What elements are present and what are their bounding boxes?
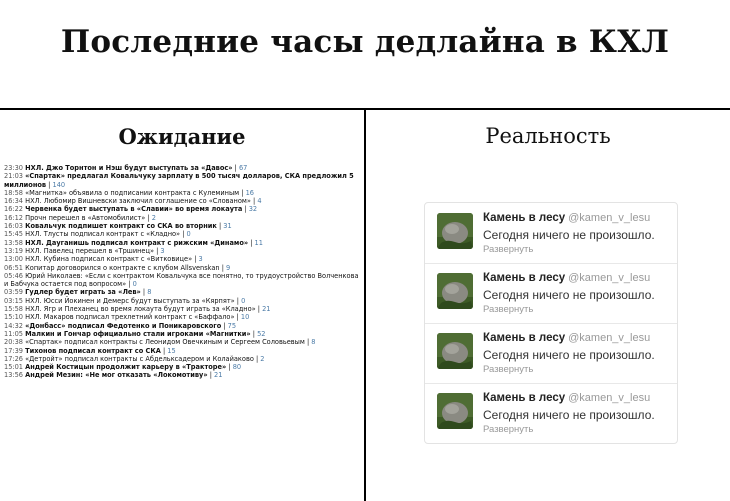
comment-count-link[interactable]: 15: [167, 346, 176, 355]
news-headline-link[interactable]: НХЛ. Дауганишь подписал контракт с рижским «Динамо»: [25, 238, 249, 247]
comment-count-link[interactable]: 0: [132, 280, 137, 289]
news-item: [4, 247, 360, 255]
news-time: 03:59: [4, 288, 24, 297]
news-headline-link[interactable]: Андрей Мезин: «Не мог отказать «Локомотиву»: [25, 371, 208, 380]
news-separator: |: [46, 180, 53, 189]
news-separator: |: [154, 246, 161, 255]
tweet-text: Сегодня ничего не произошло.: [483, 288, 655, 302]
news-separator: |: [192, 255, 199, 264]
comment-count-link[interactable]: 2: [260, 354, 265, 363]
news-time: 16:22: [4, 205, 24, 214]
news-headline-link[interactable]: НХЛ. Тлусты подписал контракт с «Кладно»: [25, 230, 181, 239]
news-headline-link[interactable]: «Магнитка» объявила о подписании контракта с Кулеминым: [25, 188, 240, 197]
comment-count-link[interactable]: 0: [186, 230, 191, 239]
comment-count-link[interactable]: 10: [240, 313, 250, 322]
news-item: [4, 264, 360, 272]
news-headline-link[interactable]: Червенка будет выступать в «Славии» во время локаута: [25, 205, 243, 214]
news-item: [4, 297, 360, 305]
news-time: 23:30: [4, 164, 24, 172]
comment-count-link[interactable]: 11: [254, 238, 263, 247]
tweet-author-handle[interactable]: @kamen_v_lesu: [568, 212, 651, 224]
news-item: [4, 222, 360, 230]
news-time: 15:01: [4, 363, 24, 372]
news-headline-link[interactable]: «Спартак» подписал контракты с Леонидом Овечкиным и Сергеем Соловьевым: [25, 338, 305, 347]
tweet-author-name[interactable]: Камень в лесу: [483, 272, 566, 284]
news-headline-link[interactable]: Юрий Николаев: «Если с контрактом Ковальчука все понятно, то трудоустройство Волченкова и Бабчука остается под вопросом»: [4, 271, 359, 289]
news-separator: |: [234, 296, 242, 305]
tweet-author-name[interactable]: Камень в лесу: [483, 332, 566, 344]
news-item: [4, 189, 360, 197]
news-item: [4, 355, 360, 363]
tweet-author-handle[interactable]: @kamen_v_lesu: [568, 332, 651, 344]
tweet-author-name[interactable]: Камень в лесу: [483, 212, 566, 224]
tweet-author[interactable]: [483, 392, 650, 404]
news-headline-link[interactable]: НХЛ. Джо Торнтон и Нэш будут выступать за «Давос»: [25, 164, 233, 172]
news-headline-link[interactable]: НХЛ. Любомир Вишневски заключил соглашение со «Слованом»: [25, 197, 251, 206]
news-time: 15:10: [4, 313, 24, 322]
news-headline-link[interactable]: НХЛ. Юсси Йокинен и Демерс будут выступать за «Кярпят»: [25, 296, 235, 305]
tweet[interactable]: [425, 203, 677, 264]
news-item: [4, 371, 360, 379]
news-headline-link[interactable]: Тихонов подписал контракт со СКА: [25, 346, 161, 355]
comment-count-link[interactable]: 21: [262, 305, 271, 314]
comment-count-link[interactable]: 8: [311, 338, 316, 347]
comment-count-link[interactable]: 2: [151, 213, 156, 222]
news-item: [4, 347, 360, 355]
news-item: [4, 255, 360, 263]
news-headline-link[interactable]: Гудлер будет играть за «Лев»: [25, 288, 141, 297]
news-item: [4, 172, 360, 189]
news-headline-link[interactable]: «Детройт» подписал контракты с Абдельксадером и Колайаково: [25, 354, 254, 363]
news-time: 15:58: [4, 305, 24, 314]
news-headline-link[interactable]: НХЛ. Павелец перешел в «Тршинец»: [25, 246, 154, 255]
news-headline-link[interactable]: НХЛ. Ягр и Плеханец во время локаута будут играть за «Кладно»: [25, 305, 256, 314]
news-separator: |: [242, 205, 249, 214]
tweet-author-name[interactable]: Камень в лесу: [483, 392, 566, 404]
comment-count-link[interactable]: 16: [245, 188, 254, 197]
news-separator: |: [250, 329, 258, 338]
news-separator: |: [239, 188, 246, 197]
news-item: [4, 205, 360, 213]
news-separator: |: [304, 338, 312, 347]
news-separator: |: [160, 346, 168, 355]
comment-count-link[interactable]: 8: [147, 288, 152, 297]
comment-count-link[interactable]: 75: [227, 321, 237, 330]
news-feed: [4, 164, 360, 380]
news-item: [4, 239, 360, 247]
news-item: [4, 197, 360, 205]
expand-link[interactable]: Развернуть: [483, 244, 534, 255]
tweet[interactable]: [425, 323, 677, 384]
reality-heading: Реальность: [485, 124, 611, 148]
news-separator: |: [248, 238, 255, 247]
news-separator: |: [250, 197, 258, 206]
comment-count-link[interactable]: 32: [248, 205, 258, 214]
news-separator: |: [255, 305, 263, 314]
news-time: 16:34: [4, 197, 24, 206]
news-separator: |: [180, 230, 187, 239]
news-item: [4, 230, 360, 238]
stone-avatar-icon[interactable]: [437, 213, 473, 249]
news-headline-link[interactable]: «Донбасс» подписал Федотенко и Поникаровского: [25, 321, 222, 330]
tweet-author[interactable]: [483, 332, 650, 344]
tweet-author[interactable]: [483, 212, 650, 224]
tweet-text: Сегодня ничего не произошло.: [483, 348, 655, 362]
news-separator: |: [221, 321, 228, 330]
news-time: 15:45: [4, 230, 24, 239]
news-item: [4, 164, 360, 172]
news-item: [4, 330, 360, 338]
comment-count-link[interactable]: 52: [257, 329, 266, 338]
comment-count-link[interactable]: 3: [198, 255, 203, 264]
news-time: 16:12: [4, 213, 24, 222]
comment-count-link[interactable]: 0: [241, 296, 246, 305]
news-time: 21:03: [4, 172, 24, 181]
news-time: 20:38: [4, 338, 24, 347]
news-separator: |: [140, 288, 148, 297]
comment-count-link[interactable]: 80: [232, 363, 242, 372]
news-separator: |: [234, 313, 241, 322]
news-time: 13:00: [4, 255, 24, 264]
tweet[interactable]: [425, 263, 677, 324]
news-item: [4, 305, 360, 313]
comment-count-link[interactable]: 9: [226, 263, 231, 272]
expand-link[interactable]: Развернуть: [483, 424, 534, 435]
news-item: [4, 363, 360, 371]
tweet-text: Сегодня ничего не произошло.: [483, 228, 655, 242]
news-time: 16:03: [4, 222, 24, 231]
news-separator: |: [232, 164, 239, 172]
news-headline-link[interactable]: НХЛ. Макаров подписал трехлетний контракт с «Баффало»: [25, 313, 235, 322]
page-title: Последние часы дедлайна в КХЛ: [60, 24, 670, 60]
news-time: 03:15: [4, 296, 24, 305]
stone-avatar-icon[interactable]: [437, 273, 473, 309]
comment-count-link[interactable]: 140: [52, 180, 66, 189]
news-separator: |: [226, 363, 233, 372]
news-headline-link[interactable]: «Спартак» предлагал Ковальчуку зарплату в 500 тысяч долларов, СКА предложил 5 миллионов: [4, 172, 354, 189]
news-item: [4, 272, 360, 289]
comment-count-link[interactable]: 3: [160, 246, 165, 255]
expand-link[interactable]: Развернуть: [483, 364, 534, 375]
news-time: 14:32: [4, 321, 24, 330]
news-time: 17:39: [4, 346, 24, 355]
news-separator: |: [145, 213, 152, 222]
news-time: 17:26: [4, 354, 24, 363]
stone-avatar-icon[interactable]: [437, 393, 473, 429]
comment-count-link[interactable]: 21: [214, 371, 223, 380]
news-time: 05:46: [4, 271, 24, 280]
tweet-author-handle[interactable]: @kamen_v_lesu: [568, 392, 651, 404]
news-item: [4, 288, 360, 296]
news-item: [4, 214, 360, 222]
news-separator: |: [219, 263, 227, 272]
news-headline-link[interactable]: НХЛ. Кубина подписал контракт с «Витковице»: [25, 255, 193, 264]
news-time: 11:05: [4, 329, 24, 338]
tweet[interactable]: [425, 383, 677, 443]
news-separator: |: [207, 371, 215, 380]
news-headline-link[interactable]: Ковальчук подпишет контракт со СКА во вторник: [25, 222, 217, 231]
news-headline-link[interactable]: Копитар договорился о контракте с клубом Allsvenskan: [25, 263, 220, 272]
comment-count-link[interactable]: 31: [223, 222, 232, 231]
news-item: [4, 338, 360, 346]
tweet-author-handle[interactable]: @kamen_v_lesu: [568, 272, 651, 284]
news-headline-link[interactable]: Малкин и Гончар официально стали игроками «Магнитки»: [25, 329, 251, 338]
tweet-timeline: [424, 202, 678, 444]
news-time: 13:58: [4, 238, 24, 247]
news-headline-link[interactable]: Прочн перешел в «Автомобилист»: [25, 213, 146, 222]
news-separator: |: [216, 222, 224, 231]
stone-avatar-icon[interactable]: [437, 333, 473, 369]
news-separator: |: [126, 280, 133, 289]
news-item: [4, 322, 360, 330]
news-time: 18:58: [4, 188, 24, 197]
expand-link[interactable]: Развернуть: [483, 304, 534, 315]
news-time: 13:56: [4, 371, 24, 380]
news-headline-link[interactable]: Андрей Костицын продолжит карьеру в «Тракторе»: [25, 363, 227, 372]
tweet-author[interactable]: [483, 272, 650, 284]
comment-count-link[interactable]: 4: [257, 197, 262, 206]
tweet-text: Сегодня ничего не произошло.: [483, 408, 655, 422]
news-time: 13:19: [4, 246, 24, 255]
comment-count-link[interactable]: 67: [238, 164, 248, 172]
expectation-heading: Ожидание: [118, 124, 246, 149]
news-separator: |: [253, 354, 261, 363]
news-time: 06:51: [4, 263, 24, 272]
vertical-divider: [364, 108, 366, 501]
news-item: [4, 313, 360, 321]
